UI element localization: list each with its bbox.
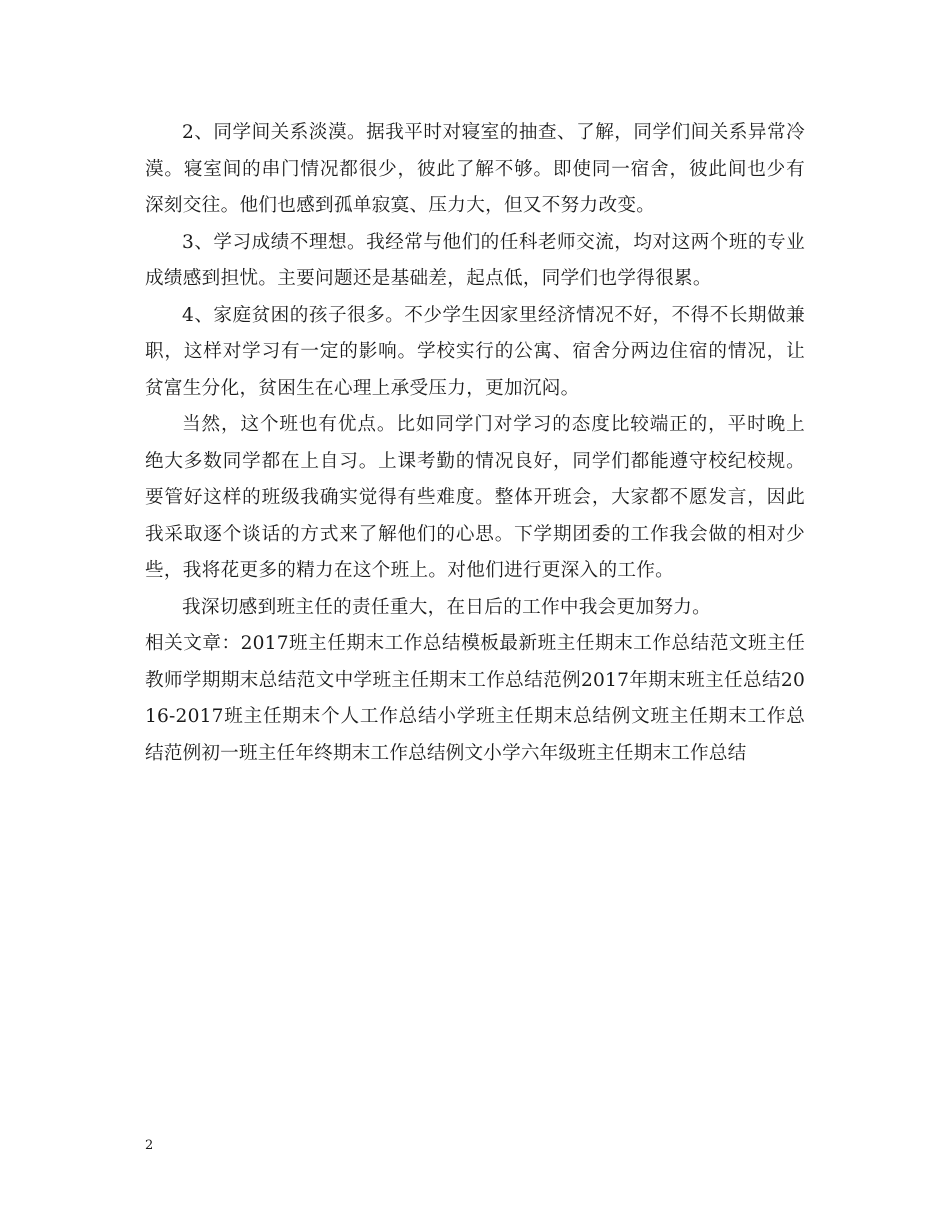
paragraph-family-poverty: 4、家庭贫困的孩子很多。不少学生因家里经济情况不好，不得不长期做兼职，这样对学习有一定的影响。学校实行的公寓、宿舍分两边住宿的情况，让贫富生分化，贫困生在心理上承受压力，更加沉闷。 xyxy=(145,304,805,399)
document-body xyxy=(145,115,805,772)
paragraph-conclusion: 我深切感到班主任的责任重大，在日后的工作中我会更加努力。 xyxy=(182,596,712,618)
paragraph-class-strengths: 当然，这个班也有优点。比如同学门对学习的态度比较端正的，平时晚上绝大多数同学都在上自习。上课考勤的情况良好，同学们都能遵守校纪校规。要管好这样的班级我确实觉得有些难度。整体开班会，大家都不愿发言，因此我采取逐个谈话的方式来了解他们的心思。下学期团委的工作我会做的相对少些，我将花更多的精力在这个班上。对他们进行更深入的工作。 xyxy=(145,414,805,581)
page-number: 2 xyxy=(145,1138,154,1153)
paragraph-academic-performance: 3、学习成绩不理想。我经常与他们的任科老师交流，均对这两个班的专业成绩感到担忧。主要问题还是基础差，起点低，同学们也学得很累。 xyxy=(145,231,805,289)
paragraph-classmate-relations: 2、同学间关系淡漠。据我平时对寝室的抽查、了解，同学们间关系异常冷漠。寝室间的串门情况都很少，彼此了解不够。即使同一宿舍，彼此间也少有深刻交往。他们也感到孤单寂寞、压力大，但又不努力改变。 xyxy=(145,122,805,216)
related-articles: 相关文章：2017班主任期末工作总结模板最新班主任期末工作总结范文班主任教师学期期末总结范文中学班主任期末工作总结范例2017年期末班主任总结2016-2017班主任期末个人工作总结小学班主任期末总结例文班主任期末工作总结范例初一班主任年终期末工作总结例文小学六年级班主任期末工作总结 xyxy=(145,633,805,764)
